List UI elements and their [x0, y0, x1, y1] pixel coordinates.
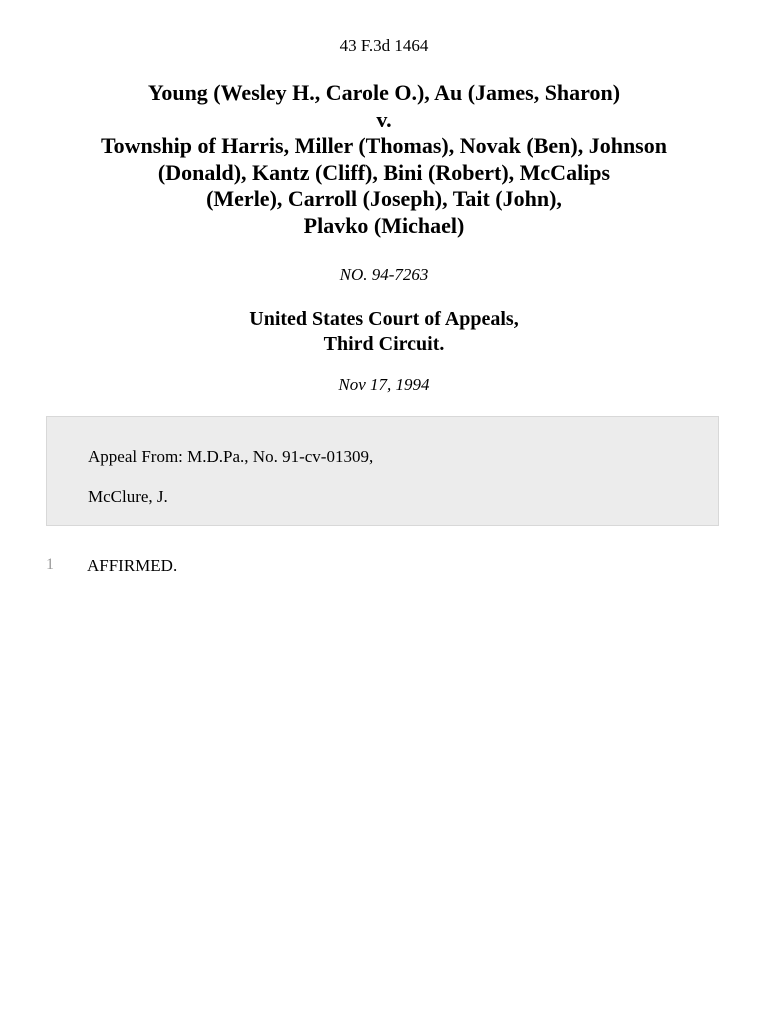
appeal-from: Appeal From: M.D.Pa., No. 91-cv-01309,: [88, 447, 374, 466]
appeal-info-box: [46, 416, 719, 526]
case-citation: 43 F.3d 1464: [339, 36, 429, 55]
case-title-line: v.: [376, 106, 392, 132]
case-title-line: Plavko (Michael): [303, 212, 465, 238]
case-title-line: (Merle), Carroll (Joseph), Tait (John),: [206, 186, 562, 211]
paragraph-number: 1: [46, 556, 54, 573]
docket-number: NO. 94-7263: [339, 265, 429, 284]
appeal-judge: McClure, J.: [88, 487, 168, 506]
case-title-line: (Donald), Kantz (Cliff), Bini (Robert), McCalips: [157, 159, 611, 185]
case-title-line: Township of Harris, Miller (Thomas), Novak (Ben), Johnson: [101, 133, 667, 158]
paragraph-text: AFFIRMED.: [87, 556, 178, 575]
decision-date: Nov 17, 1994: [338, 375, 430, 394]
court-name-line: United States Court of Appeals,: [249, 308, 519, 330]
case-title-line: Young (Wesley H., Carole O.), Au (James, Sharon): [147, 80, 621, 105]
court-name: [0, 307, 768, 357]
court-name-line: Third Circuit.: [323, 333, 445, 355]
case-title: [40, 80, 728, 239]
